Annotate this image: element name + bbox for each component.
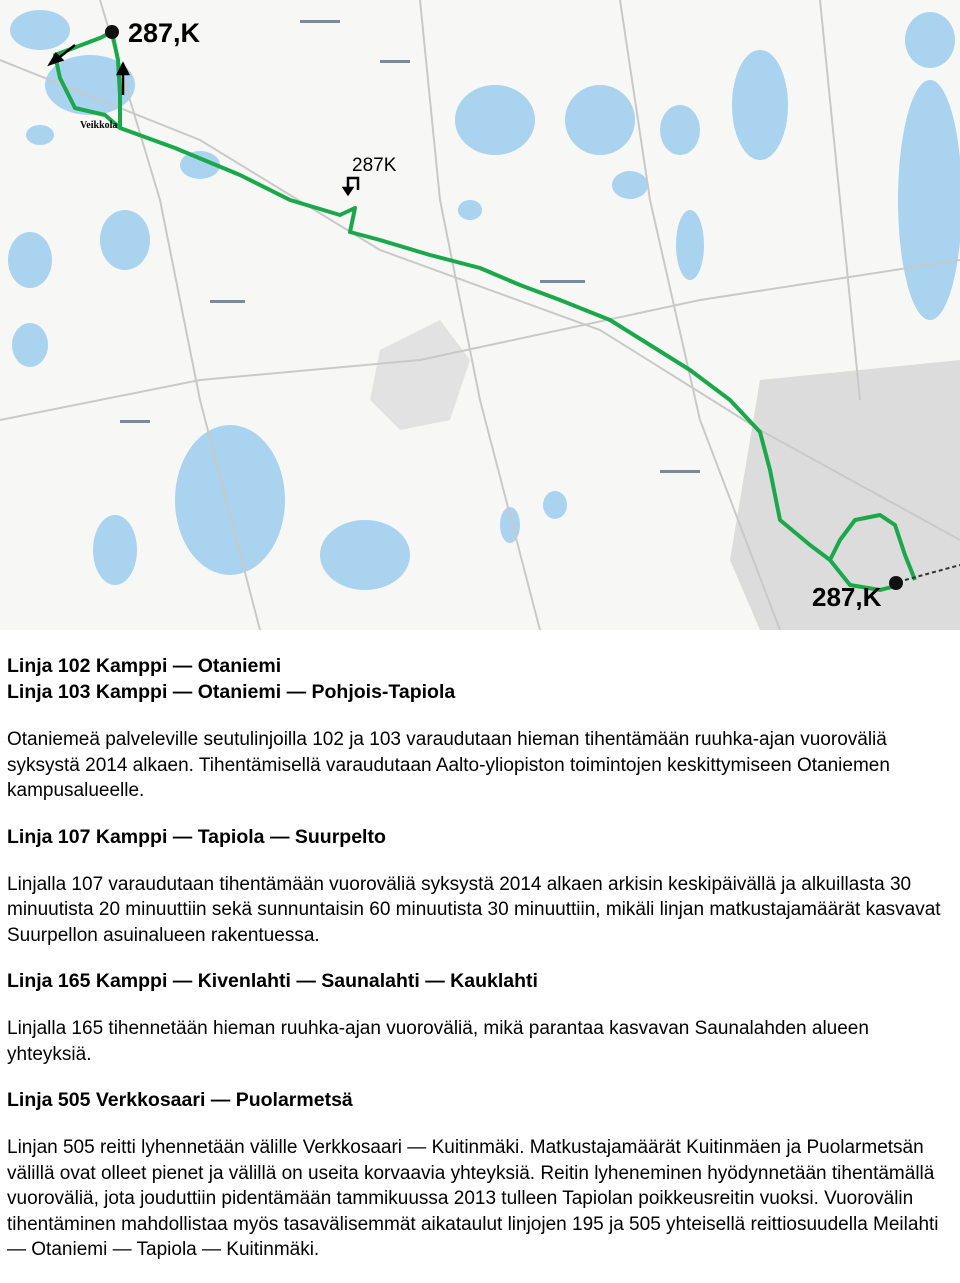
heading-linja-107: Linja 107 Kamppi — Tapiola — Suurpelto <box>7 825 386 848</box>
terminal-stop-bottom <box>889 576 903 590</box>
paragraph-107: Linjalla 107 varaudutaan tihentämään vuoroväliä syksystä 2014 alkaen arkisin keskipäivällä ja alkuillasta 30 minuutista 20 minuuttiin sekä sunnuntaisin 60 minuutista 30 minuuttiin, mikäli linjan matkustajamäärät kasvavat Suurpellon asuinalueen rakentuessa. <box>7 873 941 946</box>
place-label-veikkola: Veikkola <box>80 120 118 131</box>
terminal-stop-top <box>105 25 119 39</box>
paragraph-102-103: Otaniemeä palveleville seutulinjoilla 102 ja 103 varaudutaan hieman tihentämään ruuhka-ajan vuoroväliä syksystä 2014 alkaen. Tihentämisellä varaudutaan Aalto-yliopiston toimintojen keskittymiseen Otaniemen kampusalueelle. <box>7 729 890 801</box>
route-label-top: 287,K <box>128 18 201 48</box>
text-content <box>7 653 953 1263</box>
route-label-mid: 287K <box>352 155 397 176</box>
heading-linja-505: Linja 505 Verkkosaari — Puolarmetsä <box>7 1089 353 1111</box>
heading-linja-165: Linja 165 Kamppi — Kivenlahti — Saunalahti — Kauklahti <box>7 970 538 992</box>
paragraph-505: Linjan 505 reitti lyhennetään välille Verkkosaari — Kuitinmäki. Matkustajamäärät Kuitinmäen ja Puolarmetsän välillä ovat olleet pienet ja välillä on useita korvaavia yhteyksiä. Reitin lyheneminen hyödynnetään tihentämällä vuoroväliä, jota jouduttiin pidentämään tammikuussa 2013 tulleen Tapiolan poikkeusreitin vuoksi. Vuorovälin tihentäminen mahdollistaa myös tasavälisemmät aikataulut linjojen 195 ja 505 yhteisellä reittiosuudella Meilahti — Otaniemi — Tapiola — Kuitinmäki. <box>7 1137 939 1260</box>
paragraph-165: Linjalla 165 tihennetään hieman ruuhka-ajan vuoroväliä, mikä parantaa kasvavan Saunalahden alueen yhteyksiä. <box>7 1018 869 1065</box>
route-map <box>0 0 960 630</box>
heading-linja-102: Linja 102 Kamppi — Otaniemi <box>7 655 282 677</box>
heading-linja-103: Linja 103 Kamppi — Otaniemi — Pohjois-Tapiola <box>7 681 456 703</box>
route-label-bottom: 287,K <box>812 582 882 612</box>
route-map-svg <box>0 0 960 630</box>
